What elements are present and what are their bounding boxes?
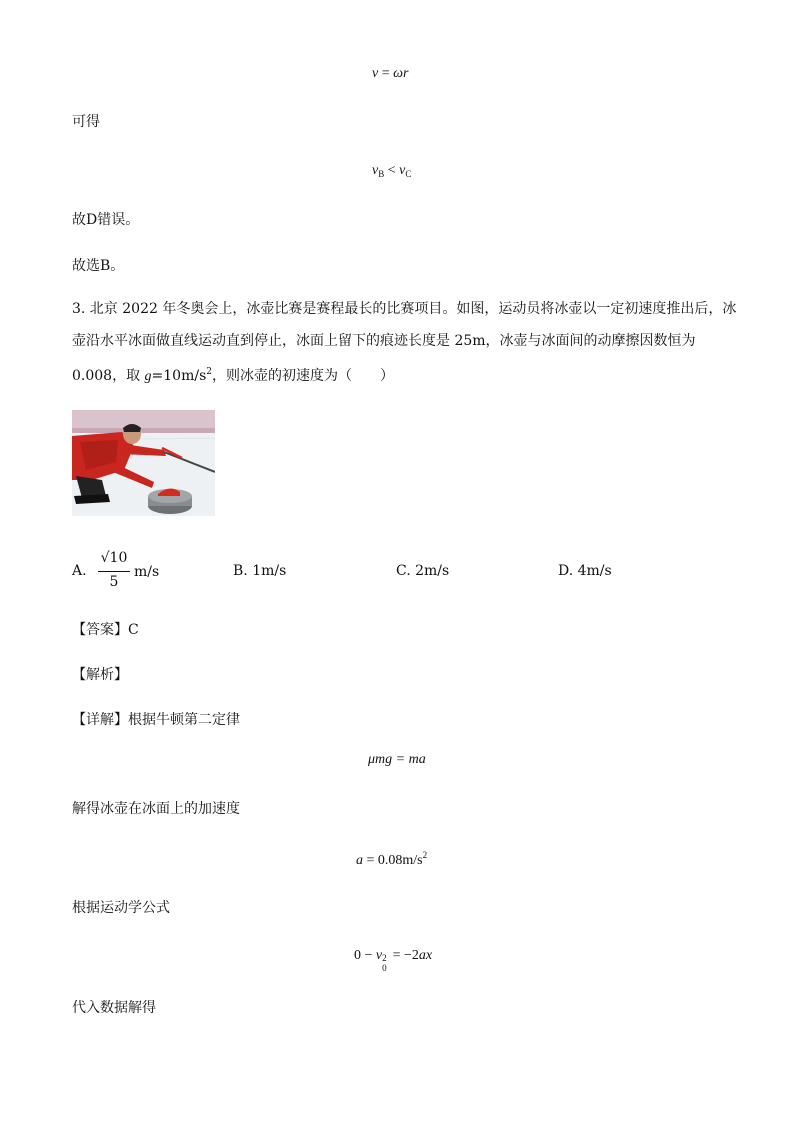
text-d-wrong: 故D错误。 bbox=[72, 212, 140, 228]
text-substitute: 代入数据解得 bbox=[72, 1000, 156, 1016]
option-a-unit: m/s bbox=[134, 564, 160, 580]
option-b: B. 1m/s bbox=[233, 563, 287, 579]
fraction-numerator: √10 bbox=[100, 550, 128, 566]
equation-vb-lt-vc: $v_B < v_C$ bbox=[372, 163, 412, 179]
text-kede: 可得 bbox=[72, 114, 100, 130]
equation-newton-second-law: μmg = ma bbox=[368, 752, 426, 767]
option-d: D. 4m/s bbox=[558, 563, 612, 579]
fraction-denominator: 5 bbox=[109, 574, 119, 590]
text-acceleration: 解得冰壶在冰面上的加速度 bbox=[72, 801, 240, 817]
text-choose-b: 故选B。 bbox=[72, 258, 125, 274]
option-a-fraction bbox=[96, 550, 132, 592]
equation-acceleration-value: $a = 0.08m/s^2$ bbox=[356, 850, 428, 868]
detail-line bbox=[72, 710, 240, 730]
detail-text: 根据牛顿第二定律 bbox=[128, 712, 240, 728]
text-kinematics: 根据运动学公式 bbox=[72, 900, 170, 916]
question-line-2: 壶沿水平冰面做直线运动直到停止，冰面上留下的痕迹长度是 25m，冰壶与冰面间的动摩擦因数恒为 bbox=[72, 333, 696, 349]
equation-kinematics: 0 − v 2 0 = −2ax bbox=[354, 948, 433, 973]
detail-tag: 【详解】 bbox=[72, 712, 128, 728]
answer-line bbox=[72, 620, 139, 640]
fraction-bar bbox=[98, 571, 130, 572]
curling-photo bbox=[72, 410, 215, 516]
answer-value: C bbox=[128, 622, 139, 638]
answer-tag: 【答案】 bbox=[72, 622, 128, 638]
question-line-1: 3. 北京 2022 年冬奥会上，冰壶比赛是赛程最长的比赛项目。如图，运动员将冰壶以一定初速度推出后，冰 bbox=[72, 301, 737, 317]
analysis-tag: 【解析】 bbox=[72, 667, 128, 683]
equation-v-omega-r: v = ωr bbox=[372, 66, 409, 81]
curling-illustration bbox=[72, 410, 215, 516]
option-a-label: A. bbox=[72, 563, 87, 579]
option-c: C. 2m/s bbox=[396, 563, 450, 579]
question-line-3: 0.008，取 $g=10m/s^2$，则冰壶的初速度为（ ） bbox=[72, 367, 394, 384]
